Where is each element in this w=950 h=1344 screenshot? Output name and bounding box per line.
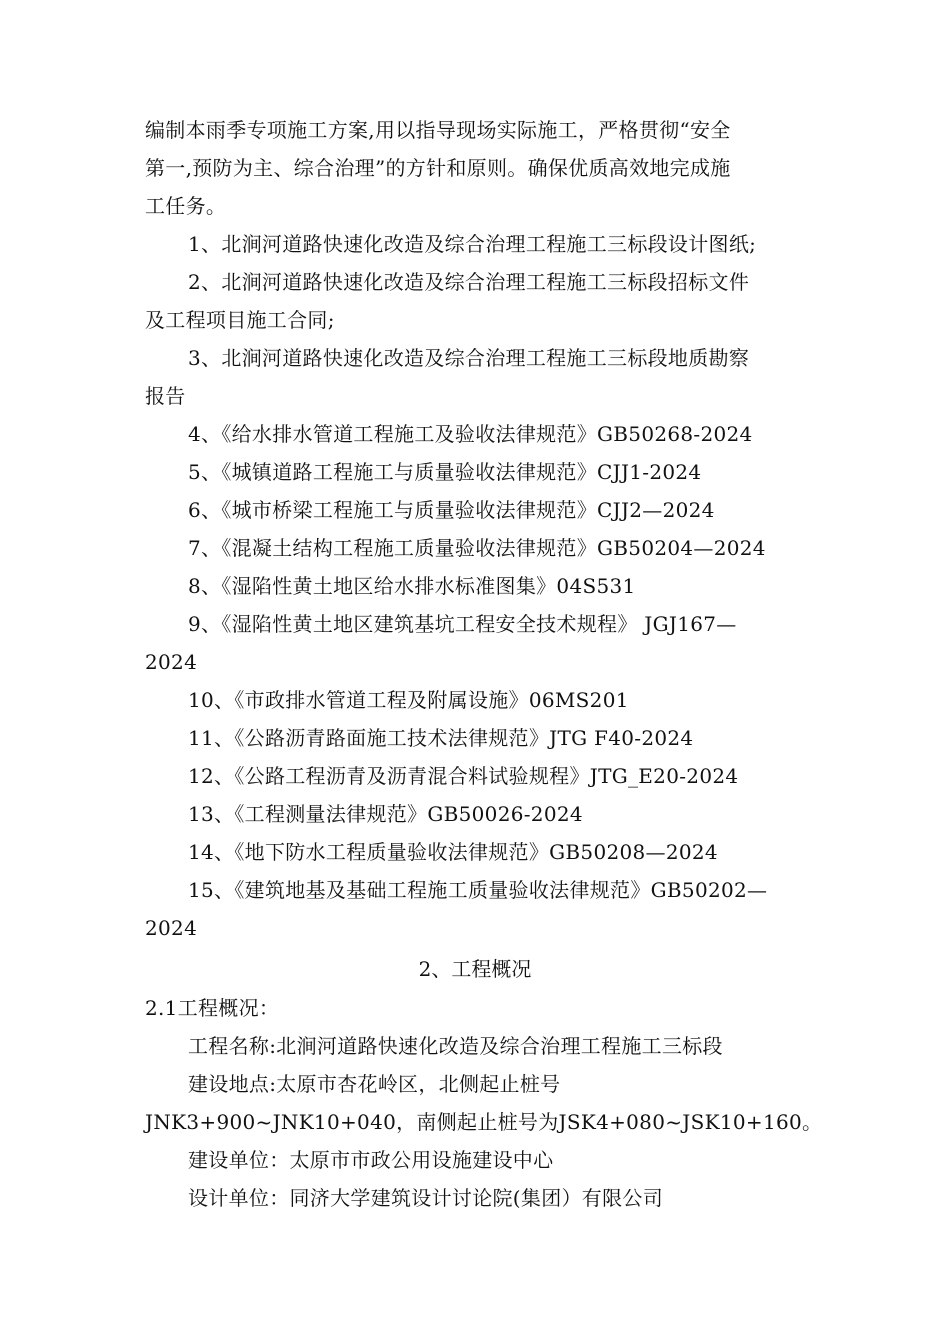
section-subheading: 2.1工程概况：	[145, 996, 280, 1020]
reference-item-3-cont: 报告	[145, 384, 186, 408]
reference-item-15-cont: 2024	[145, 916, 198, 940]
reference-item-5: 5、《城镇道路工程施工与质量验收法律规范》CJJ1-2024	[188, 460, 702, 484]
reference-item-2-cont: 及工程项目施工合同;	[145, 308, 335, 332]
reference-item-9-cont: 2024	[145, 650, 198, 674]
reference-item-1: 1、北涧河道路快速化改造及综合治理工程施工三标段设计图纸;	[188, 232, 757, 256]
intro-line-2: 第一,预防为主、综合治理”的方针和原则。确保优质高效地完成施	[145, 156, 731, 180]
reference-item-12: 12、《公路工程沥青及沥青混合料试验规程》JTG_E20-2024	[188, 764, 739, 788]
design-unit: 设计单位：同济大学建筑设计讨论院(集团）有限公司	[188, 1186, 664, 1210]
intro-line-3: 工任务。	[145, 194, 227, 218]
project-location-cont: JNK3+900~JNK10+040，南侧起止桩号为JSK4+080~JSK10+160。	[145, 1110, 823, 1134]
reference-item-13: 13、《工程测量法律规范》GB50026-2024	[188, 802, 583, 826]
reference-item-10: 10、《市政排水管道工程及附属设施》06MS201	[188, 688, 629, 712]
reference-item-9: 9、《湿陷性黄土地区建筑基坑工程安全技术规程》 JGJ167—	[188, 612, 737, 636]
reference-item-3: 3、北涧河道路快速化改造及综合治理工程施工三标段地质勘察	[188, 346, 750, 370]
reference-item-8: 8、《湿陷性黄土地区给水排水标准图集》04S531	[188, 574, 636, 598]
section-heading: 2、工程概况	[418, 957, 532, 981]
reference-item-6: 6、《城市桥梁工程施工与质量验收法律规范》CJJ2—2024	[188, 498, 715, 522]
reference-item-11: 11、《公路沥青路面施工技术法律规范》JTG F40-2024	[188, 726, 694, 750]
construction-unit: 建设单位：太原市市政公用设施建设中心	[188, 1148, 554, 1172]
reference-item-4: 4、《给水排水管道工程施工及验收法律规范》GB50268-2024	[188, 422, 753, 446]
reference-item-7: 7、《混凝土结构工程施工质量验收法律规范》GB50204—2024	[188, 536, 766, 560]
project-location: 建设地点:太原市杏花岭区，北侧起止桩号	[188, 1072, 561, 1096]
project-name: 工程名称:北涧河道路快速化改造及综合治理工程施工三标段	[188, 1034, 723, 1058]
reference-item-14: 14、《地下防水工程质量验收法律规范》GB50208—2024	[188, 840, 718, 864]
intro-line-1: 编制本雨季专项施工方案,用以指导现场实际施工，严格贯彻“安全	[145, 118, 731, 142]
reference-item-15: 15、《建筑地基及基础工程施工质量验收法律规范》GB50202—	[188, 878, 768, 902]
reference-item-2: 2、北涧河道路快速化改造及综合治理工程施工三标段招标文件	[188, 270, 750, 294]
